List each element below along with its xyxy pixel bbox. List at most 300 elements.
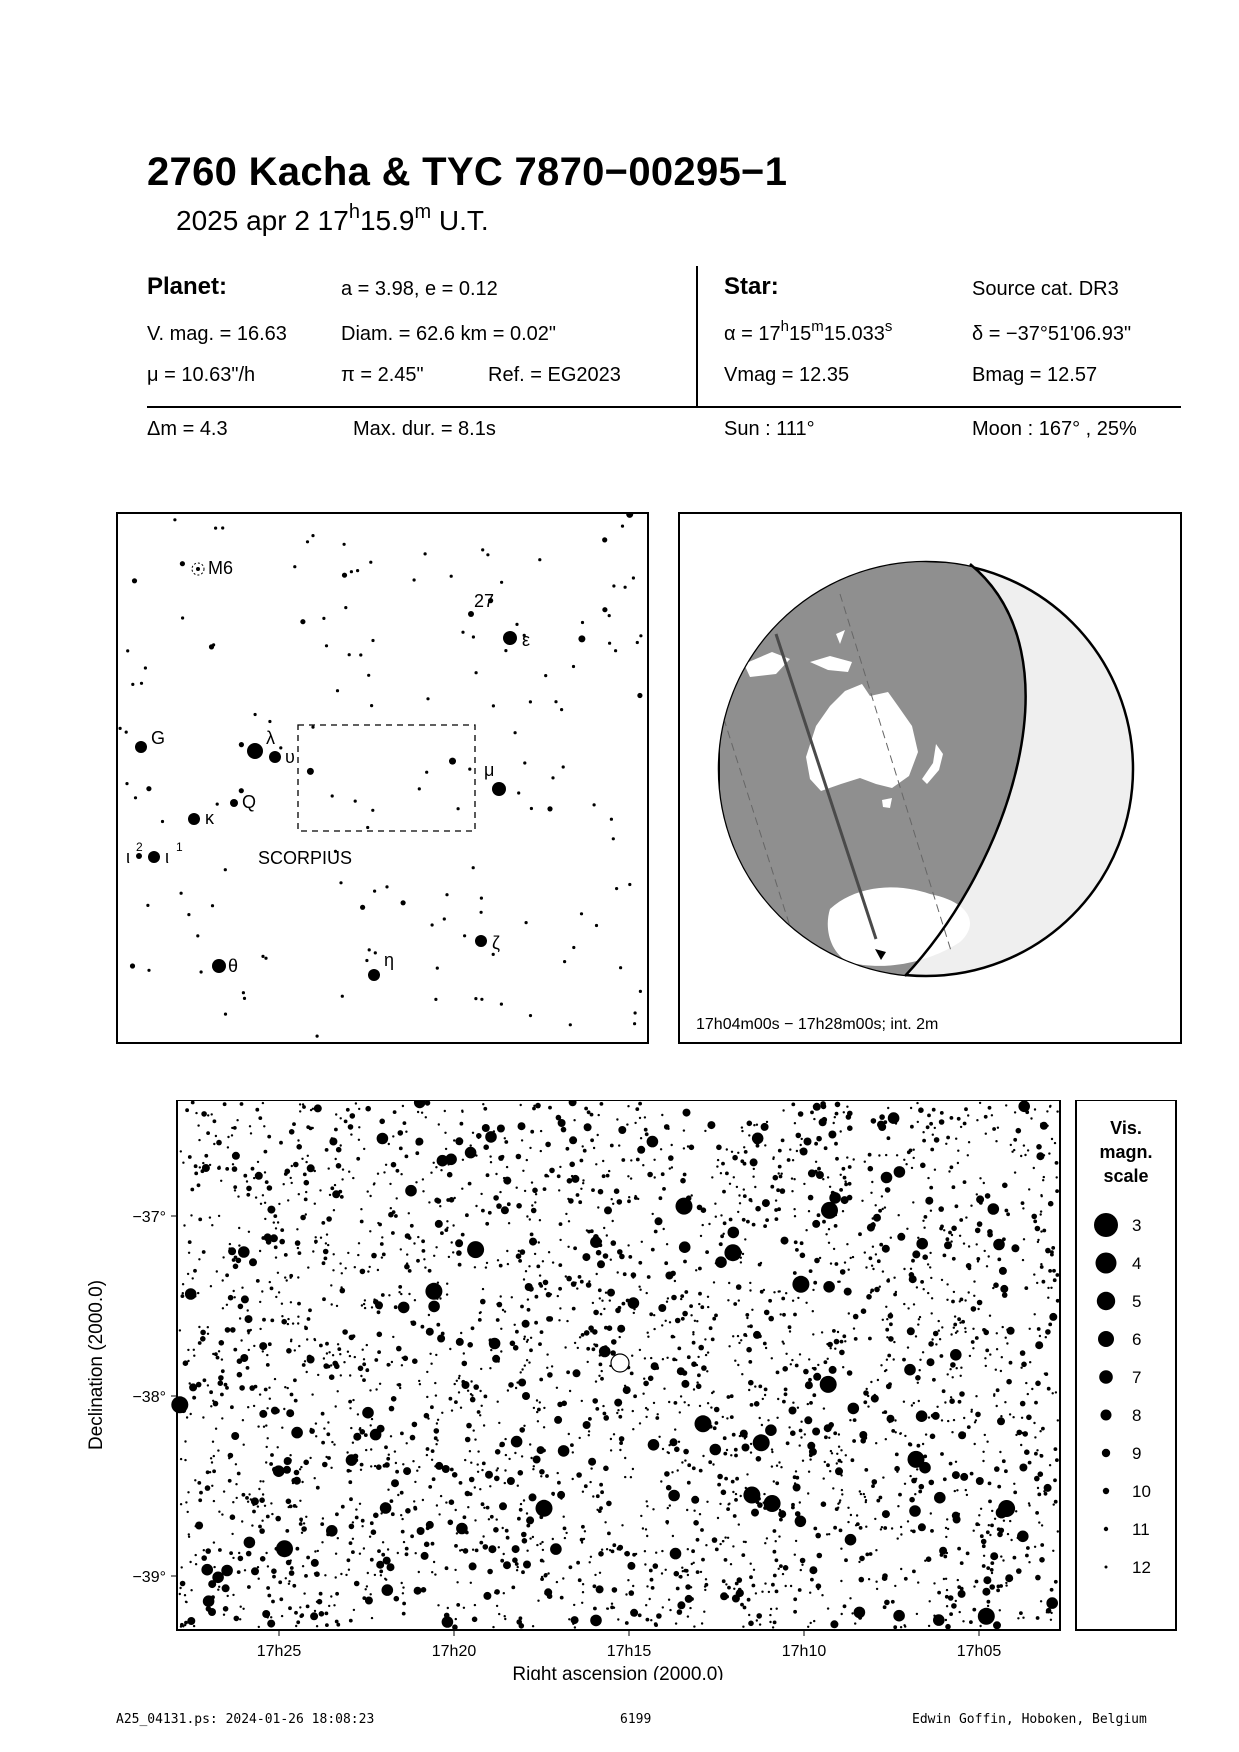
- detail-star: [946, 1605, 948, 1607]
- detail-star: [439, 1205, 441, 1207]
- detail-star: [388, 1454, 390, 1456]
- detail-star: [810, 1111, 814, 1115]
- detail-star: [1026, 1415, 1032, 1421]
- detail-star: [617, 1325, 625, 1333]
- detail-star: [531, 1181, 533, 1183]
- detail-star: [640, 1515, 642, 1517]
- detail-star: [930, 1277, 932, 1279]
- detail-star: [290, 1340, 292, 1342]
- detail-star: [293, 1378, 297, 1382]
- detail-star: [675, 1318, 681, 1324]
- footer-author: Edwin Goffin, Hoboken, Belgium: [912, 1712, 1147, 1727]
- detail-star: [649, 1312, 653, 1316]
- finder-star: [212, 643, 215, 646]
- detail-star: [883, 1605, 887, 1609]
- detail-star: [584, 1484, 588, 1488]
- detail-star: [489, 1155, 491, 1157]
- detail-star: [731, 1480, 735, 1484]
- detail-star: [311, 1559, 319, 1567]
- detail-star: [402, 1586, 404, 1588]
- detail-star: [726, 1417, 728, 1419]
- detail-star: [355, 1102, 357, 1104]
- detail-star: [828, 1131, 836, 1139]
- detail-star: [1006, 1329, 1008, 1331]
- detail-star: [982, 1565, 984, 1567]
- detail-star: [532, 1536, 534, 1538]
- detail-star: [470, 1462, 472, 1464]
- detail-star: [524, 1336, 526, 1338]
- detail-star: [566, 1320, 568, 1322]
- finder-star: [636, 641, 639, 644]
- detail-star: [484, 1395, 488, 1399]
- detail-star: [474, 1604, 476, 1606]
- detail-star: [912, 1250, 920, 1258]
- detail-star: [929, 1252, 931, 1254]
- detail-star: [543, 1407, 545, 1409]
- detail-star: [1022, 1431, 1028, 1437]
- detail-star: [389, 1406, 395, 1412]
- finder-star: [480, 897, 483, 900]
- detail-star: [923, 1455, 927, 1459]
- detail-star: [211, 1595, 215, 1599]
- detail-star: [986, 1265, 988, 1267]
- detail-star: [511, 1436, 523, 1448]
- detail-star: [293, 1477, 301, 1485]
- detail-star: [953, 1419, 955, 1421]
- detail-star: [853, 1314, 859, 1320]
- detail-star: [314, 1571, 320, 1577]
- finder-star: [369, 561, 372, 564]
- detail-star: [408, 1269, 412, 1273]
- detail-star: [260, 1556, 266, 1562]
- detail-star: [830, 1450, 832, 1452]
- detail-star: [763, 1502, 765, 1504]
- detail-star: [869, 1552, 873, 1556]
- detail-star: [512, 1557, 518, 1563]
- detail-star: [823, 1407, 825, 1409]
- detail-star: [734, 1448, 738, 1452]
- detail-star: [958, 1590, 966, 1598]
- detail-star: [943, 1477, 947, 1481]
- detail-star: [828, 1533, 830, 1535]
- detail-star: [712, 1463, 714, 1465]
- detail-star: [537, 1420, 539, 1422]
- detail-star: [773, 1291, 775, 1293]
- y-tick-37: −37°: [132, 1209, 166, 1226]
- detail-star: [233, 1290, 235, 1292]
- detail-star: [355, 1508, 357, 1510]
- detail-star: [868, 1153, 872, 1157]
- detail-star: [778, 1165, 782, 1169]
- detail-star: [965, 1216, 967, 1218]
- detail-star: [715, 1262, 717, 1264]
- detail-star: [358, 1242, 360, 1244]
- detail-star: [474, 1385, 478, 1389]
- detail-star: [836, 1453, 838, 1455]
- detail-star: [339, 1353, 341, 1355]
- detail-star: [428, 1301, 440, 1313]
- detail-star: [687, 1145, 689, 1147]
- detail-star: [278, 1203, 280, 1205]
- detail-star: [569, 1565, 573, 1569]
- detail-star: [540, 1559, 544, 1563]
- detail-star: [576, 1472, 582, 1478]
- detail-star: [195, 1563, 197, 1565]
- detail-star: [578, 1200, 582, 1204]
- detail-star: [426, 1396, 428, 1398]
- detail-star: [195, 1112, 197, 1114]
- detail-star: [804, 1433, 806, 1435]
- detail-star: [645, 1528, 647, 1530]
- detail-star: [1046, 1597, 1058, 1609]
- detail-star: [548, 1106, 552, 1110]
- detail-star: [923, 1227, 925, 1229]
- detail-star: [646, 1585, 648, 1587]
- detail-star: [781, 1237, 789, 1245]
- detail-star: [919, 1359, 921, 1361]
- detail-star: [621, 1409, 623, 1411]
- detail-star: [743, 1188, 745, 1190]
- detail-star: [1020, 1367, 1022, 1369]
- detail-star: [448, 1256, 450, 1258]
- detail-star: [917, 1457, 919, 1459]
- detail-star: [489, 1367, 491, 1369]
- detail-star: [966, 1494, 968, 1496]
- detail-star: [458, 1263, 462, 1267]
- detail-star: [472, 1132, 474, 1134]
- detail-star: [719, 1543, 721, 1545]
- detail-star: [929, 1480, 935, 1486]
- detail-star: [764, 1394, 766, 1396]
- detail-star: [894, 1419, 896, 1421]
- detail-star: [976, 1119, 978, 1121]
- detail-star: [275, 1296, 277, 1298]
- detail-star: [292, 1584, 296, 1588]
- detail-star: [281, 1319, 287, 1325]
- detail-star: [477, 1471, 479, 1473]
- detail-star: [296, 1547, 300, 1551]
- detail-star: [287, 1318, 289, 1320]
- detail-star: [593, 1343, 595, 1345]
- detail-star: [715, 1256, 727, 1268]
- detail-star: [945, 1624, 951, 1630]
- detail-star: [271, 1513, 273, 1515]
- detail-star: [929, 1266, 931, 1268]
- detail-star: [235, 1463, 237, 1465]
- detail-star: [411, 1320, 417, 1326]
- detail-star: [384, 1445, 388, 1449]
- detail-star: [326, 1432, 330, 1436]
- detail-star: [516, 1187, 518, 1189]
- detail-star: [673, 1336, 675, 1338]
- detail-star: [662, 1187, 666, 1191]
- detail-star: [262, 1194, 264, 1196]
- detail-star: [552, 1538, 554, 1540]
- detail-star: [721, 1490, 727, 1496]
- star-declination: δ = −37°51'06.93": [972, 323, 1132, 345]
- detail-star: [805, 1229, 807, 1231]
- detail-star: [615, 1308, 621, 1314]
- detail-star: [1002, 1326, 1004, 1328]
- detail-star: [578, 1578, 582, 1582]
- detail-star: [403, 1541, 405, 1543]
- detail-star: [1014, 1171, 1016, 1173]
- detail-star: [291, 1182, 293, 1184]
- detail-star: [433, 1162, 435, 1164]
- detail-star: [428, 1485, 432, 1489]
- detail-star: [504, 1618, 506, 1620]
- finder-star: [602, 537, 607, 542]
- detail-star: [284, 1253, 288, 1257]
- detail-star: [557, 1402, 563, 1408]
- detail-star: [833, 1248, 835, 1250]
- detail-star: [316, 1601, 318, 1603]
- detail-star: [909, 1149, 913, 1153]
- detail-star: [572, 1623, 574, 1625]
- detail-star: [522, 1320, 530, 1328]
- detail-star: [743, 1194, 747, 1198]
- detail-star: [681, 1567, 683, 1569]
- detail-star: [1037, 1493, 1041, 1497]
- detail-star: [401, 1530, 405, 1534]
- detail-star: [622, 1302, 626, 1306]
- detail-star: [641, 1241, 643, 1243]
- detail-star: [973, 1530, 975, 1532]
- detail-star: [682, 1570, 684, 1572]
- detail-star: [327, 1456, 331, 1460]
- detail-star: [335, 1512, 339, 1516]
- detail-star: [581, 1333, 585, 1337]
- detail-star: [833, 1526, 837, 1530]
- detail-star: [933, 1331, 939, 1337]
- detail-star: [951, 1603, 957, 1609]
- detail-star: [661, 1324, 663, 1326]
- detail-star: [240, 1102, 244, 1106]
- detail-star: [238, 1552, 240, 1554]
- detail-star: [286, 1279, 288, 1281]
- detail-star: [645, 1416, 647, 1418]
- detail-star: [989, 1584, 995, 1590]
- detail-star: [951, 1431, 953, 1433]
- detail-star: [314, 1104, 322, 1112]
- detail-star: [977, 1300, 983, 1306]
- detail-star: [522, 1538, 528, 1544]
- detail-star: [1036, 1144, 1042, 1150]
- detail-star: [495, 1173, 497, 1175]
- detail-star: [187, 1617, 195, 1625]
- detail-star: [880, 1364, 882, 1366]
- detail-star: [417, 1236, 419, 1238]
- detail-star: [218, 1350, 220, 1352]
- detail-star: [828, 1242, 830, 1244]
- detail-star: [576, 1561, 580, 1565]
- detail-star: [929, 1600, 931, 1602]
- detail-star: [307, 1266, 309, 1268]
- detail-star: [877, 1379, 879, 1381]
- detail-star: [599, 1483, 603, 1487]
- detail-star: [325, 1342, 329, 1346]
- detail-star: [629, 1590, 635, 1596]
- detail-star: [435, 1354, 437, 1356]
- detail-star: [744, 1434, 748, 1438]
- detail-star: [934, 1492, 946, 1504]
- detail-star: [347, 1351, 349, 1353]
- detail-star: [381, 1236, 383, 1238]
- detail-star: [1002, 1559, 1004, 1561]
- detail-star: [452, 1224, 454, 1226]
- detail-star: [920, 1280, 924, 1284]
- detail-star: [792, 1276, 809, 1293]
- detail-star: [401, 1518, 403, 1520]
- detail-star: [380, 1512, 382, 1514]
- detail-star: [946, 1237, 950, 1241]
- detail-star: [741, 1126, 743, 1128]
- finder-star: [336, 689, 339, 692]
- detail-star: [180, 1458, 182, 1460]
- detail-star: [655, 1366, 659, 1370]
- detail-star: [1019, 1464, 1027, 1472]
- detail-star: [452, 1624, 458, 1630]
- detail-star: [784, 1392, 788, 1396]
- detail-star: [753, 1168, 755, 1170]
- detail-star: [845, 1454, 847, 1456]
- detail-star: [247, 1585, 251, 1589]
- detail-star: [544, 1573, 548, 1577]
- detail-star: [949, 1612, 953, 1616]
- detail-star: [381, 1256, 383, 1258]
- detail-star: [681, 1380, 689, 1388]
- detail-star: [496, 1303, 498, 1305]
- detail-star: [506, 1536, 510, 1540]
- detail-star: [225, 1167, 229, 1171]
- detail-star: [991, 1114, 993, 1116]
- detail-star: [603, 1253, 609, 1259]
- detail-star: [925, 1197, 933, 1205]
- detail-star: [664, 1471, 670, 1477]
- detail-star: [963, 1242, 965, 1244]
- detail-star: [582, 1145, 584, 1147]
- detail-star: [592, 1398, 598, 1404]
- finder-star: [196, 934, 199, 937]
- detail-star: [763, 1342, 767, 1346]
- detail-star: [765, 1347, 767, 1349]
- detail-star: [1020, 1444, 1022, 1446]
- detail-star: [588, 1458, 596, 1466]
- detail-star: [322, 1517, 324, 1519]
- detail-star: [598, 1189, 604, 1195]
- detail-star: [225, 1327, 231, 1333]
- detail-star: [669, 1609, 671, 1611]
- detail-star: [991, 1572, 993, 1574]
- detail-star: [978, 1514, 980, 1516]
- detail-star: [288, 1506, 290, 1508]
- detail-star: [566, 1370, 570, 1374]
- detail-star: [863, 1493, 865, 1495]
- detail-star: [595, 1163, 597, 1165]
- detail-star: [698, 1292, 702, 1296]
- finder-star: [475, 671, 478, 674]
- detail-star: [931, 1338, 933, 1340]
- detail-star: [216, 1270, 218, 1272]
- detail-star: [220, 1180, 222, 1182]
- detail-star: [780, 1188, 786, 1194]
- detail-star: [348, 1480, 352, 1484]
- detail-star: [909, 1497, 915, 1503]
- detail-star: [331, 1441, 333, 1443]
- detail-star: [854, 1337, 858, 1341]
- detail-star: [424, 1413, 430, 1419]
- detail-star: [816, 1171, 824, 1179]
- finder-star: [602, 607, 607, 612]
- detail-star: [232, 1152, 240, 1160]
- detail-star: [365, 1106, 371, 1112]
- detail-star: [390, 1207, 392, 1209]
- detail-star: [435, 1443, 437, 1445]
- detail-star: [627, 1175, 629, 1177]
- detail-star: [250, 1132, 252, 1134]
- detail-star: [319, 1189, 321, 1191]
- detail-star: [644, 1357, 646, 1359]
- detail-star: [366, 1585, 368, 1587]
- detail-star: [256, 1279, 260, 1283]
- detail-star: [829, 1186, 831, 1188]
- label-m6: M6: [208, 558, 234, 578]
- detail-star: [648, 1439, 660, 1451]
- detail-star: [253, 1498, 255, 1500]
- detail-star: [741, 1130, 743, 1132]
- detail-star: [371, 1617, 373, 1619]
- detail-star: [308, 1308, 312, 1312]
- detail-star: [1027, 1393, 1029, 1395]
- detail-star: [838, 1446, 840, 1448]
- detail-star: [297, 1302, 301, 1306]
- detail-star: [401, 1364, 403, 1366]
- finder-star: [343, 543, 346, 546]
- finder-star: [373, 890, 376, 893]
- detail-star: [844, 1340, 846, 1342]
- detail-star: [262, 1480, 264, 1482]
- detail-star: [959, 1235, 961, 1237]
- detail-star: [873, 1214, 881, 1222]
- detail-star: [1035, 1226, 1041, 1232]
- detail-star: [248, 1231, 250, 1233]
- detail-star: [538, 1342, 542, 1346]
- detail-star: [270, 1234, 278, 1242]
- detail-star: [227, 1136, 229, 1138]
- detail-star: [813, 1620, 815, 1622]
- finder-star: [529, 700, 532, 703]
- detail-star: [628, 1196, 630, 1198]
- detail-star: [290, 1566, 294, 1570]
- detail-star: [671, 1295, 677, 1301]
- detail-star: [599, 1572, 601, 1574]
- detail-star: [943, 1555, 947, 1559]
- detail-star: [267, 1594, 271, 1598]
- detail-star: [812, 1333, 814, 1335]
- detail-star: [879, 1243, 883, 1247]
- detail-star: [227, 1146, 229, 1148]
- detail-star: [947, 1373, 949, 1375]
- detail-star: [735, 1493, 737, 1495]
- detail-star: [983, 1182, 985, 1184]
- detail-star: [223, 1614, 225, 1616]
- detail-star: [865, 1553, 869, 1557]
- detail-star: [990, 1524, 994, 1528]
- detail-star: [632, 1553, 636, 1557]
- detail-star: [273, 1214, 277, 1218]
- detail-star: [807, 1626, 809, 1628]
- detail-star: [727, 1537, 729, 1539]
